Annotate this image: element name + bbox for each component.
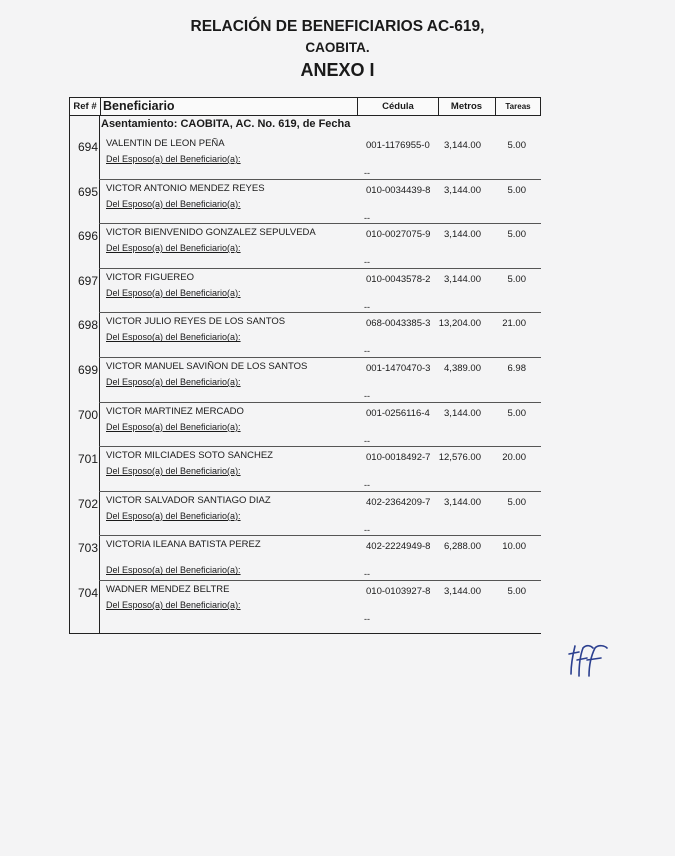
row-tareas: 10.00 [502,541,526,553]
row-spouse-value: -- [364,524,370,535]
row-ref: 703 [77,541,98,556]
row-spouse-label: Del Esposo(a) del Beneficiario(a): [106,332,241,343]
row-divider [99,268,541,269]
row-spouse-label: Del Esposo(a) del Beneficiario(a): [106,198,241,209]
row-metros: 3,144.00 [444,229,481,241]
row-name: VICTOR MANUEL SAVIÑON DE LOS SANTOS [106,361,308,372]
row-ref: 701 [77,452,98,467]
header-ref: Ref # [73,101,97,112]
row-cedula: 402-2364209-7 [366,496,431,508]
row-spouse-label: Del Esposo(a) del Beneficiario(a): [106,243,241,254]
row-spouse-label: Del Esposo(a) del Beneficiario(a): [106,565,241,576]
row-divider [99,402,541,403]
row-name: VALENTIN DE LEON PEÑA [106,138,225,149]
row-ref: 694 [77,140,98,154]
row-spouse-label: Del Esposo(a) del Beneficiario(a): [106,510,241,521]
row-ref: 704 [77,586,98,600]
row-cedula: 402-2224949-8 [366,541,431,553]
row-divider [99,446,541,447]
row-tareas: 5.00 [507,407,526,419]
row-tareas: 5.00 [507,273,526,285]
row-divider [99,491,541,492]
header-tareas: Tareas [505,102,531,111]
row-tareas: 6.98 [507,363,526,374]
document-subtitle: CAOBITA. [305,40,370,55]
row-spouse-label: Del Esposo(a) del Beneficiario(a): [106,287,241,298]
row-cedula: 001-1176955-0 [366,140,430,151]
row-metros: 4,389.00 [444,363,481,374]
row-metros: 12,576.00 [438,452,481,464]
header-beneficiario: Beneficiario [103,99,175,113]
row-name: VICTOR MARTINEZ MERCADO [106,405,244,417]
row-metros: 3,144.00 [444,586,481,597]
row-spouse-value: -- [364,257,370,268]
row-spouse-value: -- [364,480,370,491]
row-spouse-label: Del Esposo(a) del Beneficiario(a): [106,466,241,477]
row-ref: 698 [77,318,98,333]
table-header [69,97,541,116]
row-cedula: 010-0018492-7 [366,452,431,464]
annex-title: ANEXO I [300,60,375,80]
row-name: VICTOR SALVADOR SANTIAGO DIAZ [106,494,271,506]
row-cedula: 010-0103927-8 [366,586,431,597]
row-ref: 697 [77,273,98,288]
header-metros: Metros [450,101,483,112]
row-cedula: 068-0043385-3 [366,318,431,330]
row-name: VICTORIA ILEANA BATISTA PEREZ [106,539,261,551]
row-spouse-label: Del Esposo(a) del Beneficiario(a): [106,600,241,610]
ref-divider [99,115,100,634]
row-name: VICTOR ANTONIO MENDEZ REYES [106,182,265,194]
row-metros: 3,144.00 [444,496,481,508]
settlement-subheader: Asentamiento: CAOBITA, AC. No. 619, de Fecha [101,118,351,130]
row-metros: 3,144.00 [444,184,481,196]
row-spouse-value: -- [364,391,370,401]
row-spouse-value: -- [364,569,370,580]
row-spouse-label: Del Esposo(a) del Beneficiario(a): [106,154,241,164]
row-tareas: 21.00 [502,318,526,330]
row-ref: 696 [77,229,98,244]
row-divider [99,312,541,313]
row-tareas: 5.00 [507,140,526,151]
row-spouse-label: Del Esposo(a) del Beneficiario(a): [106,377,241,387]
row-name: WADNER MENDEZ BELTRE [106,584,230,595]
document-title: RELACIÓN DE BENEFICIARIOS AC-619, [190,18,485,35]
row-name: VICTOR FIGUEREO [106,271,194,283]
row-tareas: 5.00 [507,496,526,508]
row-metros: 13,204.00 [438,318,481,330]
signature-initials [565,640,615,680]
row-spouse-value: -- [364,168,370,178]
header-cedula: Cédula [382,101,414,112]
row-metros: 6,288.00 [444,541,481,553]
row-divider [99,179,541,180]
row-spouse-value: -- [364,301,370,312]
row-divider [99,357,541,358]
row-tareas: 20.00 [502,452,526,464]
row-cedula: 010-0027075-9 [366,229,431,241]
row-divider [99,580,541,581]
row-cedula: 010-0034439-8 [366,184,431,196]
row-metros: 3,144.00 [444,140,481,151]
row-spouse-value: -- [364,614,370,624]
row-spouse-value: -- [364,346,370,357]
row-spouse-label: Del Esposo(a) del Beneficiario(a): [106,421,241,432]
row-ref: 699 [77,363,98,377]
row-ref: 700 [77,407,98,422]
row-metros: 3,144.00 [444,273,481,285]
row-metros: 3,144.00 [444,407,481,419]
row-name: VICTOR MILCIADES SOTO SANCHEZ [106,450,273,462]
row-cedula: 010-0043578-2 [366,273,431,285]
row-name: VICTOR JULIO REYES DE LOS SANTOS [106,316,286,328]
row-ref: 695 [77,184,98,199]
row-ref: 702 [77,496,98,511]
table-bottom-border [69,633,541,634]
row-spouse-value: -- [364,212,370,223]
row-divider [99,223,541,224]
row-spouse-value: -- [364,435,370,446]
row-tareas: 5.00 [507,229,526,241]
row-tareas: 5.00 [507,586,526,597]
row-divider [99,535,541,536]
row-tareas: 5.00 [507,184,526,196]
row-name: VICTOR BIENVENIDO GONZALEZ SEPULVEDA [106,227,316,239]
row-cedula: 001-0256116-4 [366,407,430,419]
row-cedula: 001-1470470-3 [366,363,431,374]
